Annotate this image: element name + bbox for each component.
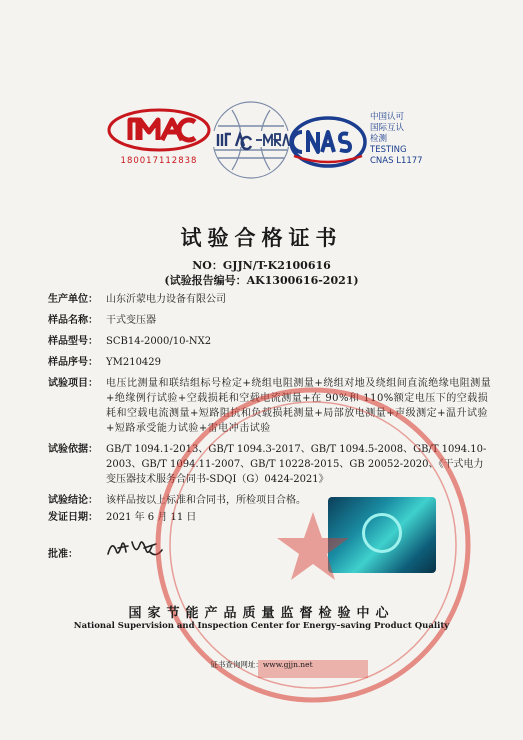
- cnas-line: 国际互认: [370, 123, 405, 133]
- field-value: GB/T 1094.1-2013、GB/T 1094.3-2017、GB/T 1094.5-2008、GB/T 1094.10-2003、GB/T 1094.11-2007、GB/T 10228-2015、GB 20052-2020、《干式电力变压器技术服务合同书-SDQI（G）0424-2021》: [106, 444, 487, 485]
- ilac-mra-logo-icon: [210, 100, 292, 180]
- cnas-logo-icon: [288, 112, 368, 172]
- field-value: 山东沂蒙电力设备有限公司: [106, 294, 226, 305]
- field-label: 样品序号：: [48, 357, 98, 368]
- field-label: 试验项目：: [48, 378, 98, 389]
- cnas-line: 检测: [370, 134, 388, 144]
- cma-logo: [100, 106, 218, 166]
- logo-bar: [100, 100, 480, 190]
- field-row: [48, 313, 493, 328]
- issuing-center-cn: 国家节能产品质量监督检验中心: [128, 606, 395, 621]
- field-value: 干式变压器: [106, 315, 156, 326]
- field-row: [48, 292, 493, 307]
- field-value: YM210429: [106, 357, 162, 368]
- certificate-number: NO：GJJN/T-K2100616: [192, 259, 331, 272]
- field-value: 电压比测量和联结组标号检定+绕组电阻测量+绕组对地及绕组间直流绝缘电阻测量+绝缘例行试验+空载损耗和空载电流测量+在 90%和 110%额定电压下的空载损耗和空载电流测量+短路阻抗和负载损耗测量+局部放电测量+声级测定+温升试验+短路承受能力试验+雷电冲击试验: [106, 378, 492, 434]
- certificate-number-block: [0, 258, 523, 288]
- field-row: [48, 355, 493, 370]
- field-label: 发证日期：: [48, 512, 98, 523]
- field-label: 试验依据：: [48, 444, 98, 455]
- cnas-caption: [370, 112, 423, 167]
- approve-label: 批准：: [48, 549, 78, 560]
- query-url: 证书查询网址：www.gjjn.net: [210, 660, 313, 669]
- field-label: 样品名称：: [48, 315, 98, 326]
- field-value: 该样品按以上标准和合同书，所检项目合格。: [106, 495, 306, 506]
- field-label: 生产单位：: [48, 294, 98, 305]
- field-value: SCB14-2000/10-NX2: [106, 336, 212, 347]
- issuing-center-en: National Supervision and Inspection Center for Energy–saving Product Quality: [73, 621, 450, 631]
- certificate-title: 试验合格证书: [180, 225, 343, 250]
- cma-mark-icon: [100, 106, 218, 154]
- field-label: 样品型号：: [48, 336, 98, 347]
- field-value: 2021 年 6 月 11 日: [106, 512, 197, 523]
- cnas-line: CNAS L1177: [370, 156, 423, 166]
- report-number: (试验报告编号：AK1300616-2021): [164, 274, 359, 287]
- cnas-line: 中国认可: [370, 112, 405, 122]
- cnas-line: TESTING: [370, 145, 407, 155]
- field-row: [48, 334, 493, 349]
- cma-number: 180017112838: [120, 156, 198, 166]
- field-label: 试验结论：: [48, 495, 98, 506]
